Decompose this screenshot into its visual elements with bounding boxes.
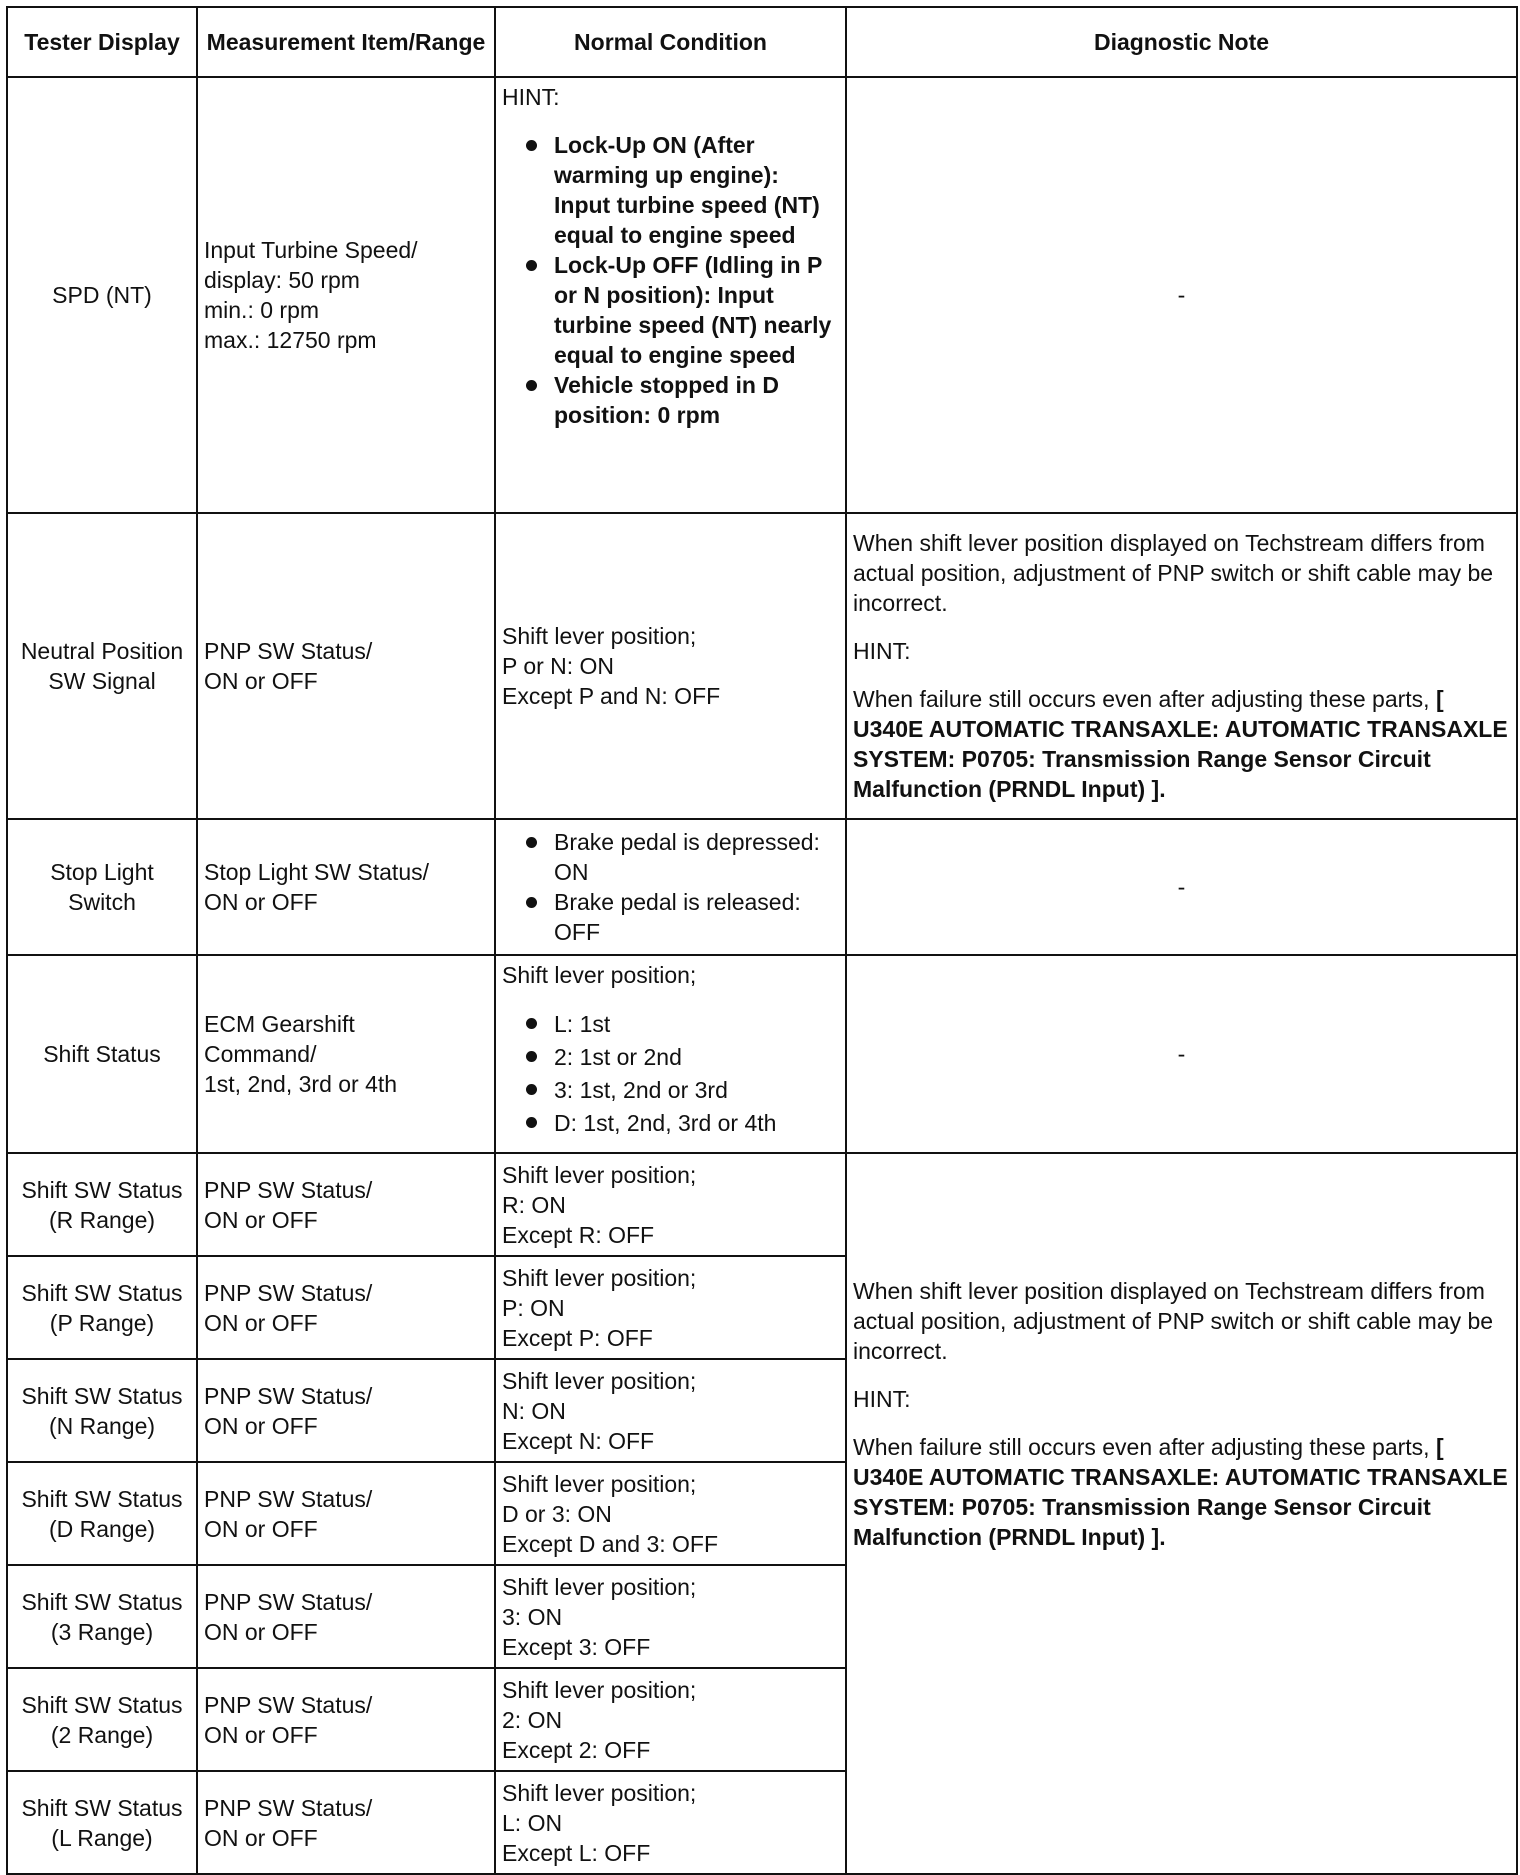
header-row <box>7 7 1517 77</box>
tester-display-cell: Stop Light Switch <box>7 819 197 955</box>
list-item: Lock-Up ON (After warming up engine): Input turbine speed (NT) equal to engine speed <box>502 130 839 250</box>
table-row <box>7 955 1517 1153</box>
diagnostic-note-cell: - <box>846 819 1517 955</box>
data-list-table <box>6 6 1518 1875</box>
measurement-cell: PNP SW Status/ ON or OFF <box>197 1668 495 1771</box>
header-measurement: Measurement Item/Range <box>197 7 495 77</box>
measurement-cell: PNP SW Status/ ON or OFF <box>197 1771 495 1874</box>
list-item: Brake pedal is released: OFF <box>502 887 839 947</box>
tester-display-cell: Shift Status <box>7 955 197 1153</box>
tester-display-cell: Shift SW Status (P Range) <box>7 1256 197 1359</box>
list-item: Lock-Up OFF (Idling in P or N position): Input turbine speed (NT) nearly equal to engine speed <box>502 250 839 370</box>
normal-condition-cell: Shift lever position; P or N: ON Except P and N: OFF <box>495 513 846 819</box>
measurement-cell: PNP SW Status/ ON or OFF <box>197 513 495 819</box>
measurement-cell: PNP SW Status/ ON or OFF <box>197 1462 495 1565</box>
normal-condition-cell: Shift lever position; P: ON Except P: OFF <box>495 1256 846 1359</box>
diagnostic-note-cell: When shift lever position displayed on Techstream differs from actual position, adjustment of PNP switch or shift cable may be incorrect. HINT: When failure still occurs even after adjusting these parts, [ U340E AUTOMATIC TRANSAXLE: AUTOMATIC TRANSAXLE SYSTEM: P0705: Transmission Range Sensor Circuit Malfunction (PRNDL Input) ]. <box>846 513 1517 819</box>
table-row <box>7 819 1517 955</box>
measurement-cell: PNP SW Status/ ON or OFF <box>197 1359 495 1462</box>
list-item: Vehicle stopped in D position: 0 rpm <box>502 370 839 430</box>
table-row <box>7 77 1517 513</box>
measurement-cell: Stop Light SW Status/ ON or OFF <box>197 819 495 955</box>
diagnostic-note-cell: - <box>846 77 1517 513</box>
normal-condition-cell: Shift lever position; 3: ON Except 3: OFF <box>495 1565 846 1668</box>
table-row <box>7 513 1517 819</box>
measurement-cell: PNP SW Status/ ON or OFF <box>197 1153 495 1256</box>
tester-display-cell: Shift SW Status (R Range) <box>7 1153 197 1256</box>
diagnostic-note-cell: - <box>846 955 1517 1153</box>
tester-display-cell: Shift SW Status (N Range) <box>7 1359 197 1462</box>
normal-condition-cell: Shift lever position; N: ON Except N: OFF <box>495 1359 846 1462</box>
list-item: D: 1st, 2nd, 3rd or 4th <box>502 1107 839 1140</box>
tester-display-cell: Neutral Position SW Signal <box>7 513 197 819</box>
tester-display-cell: Shift SW Status (L Range) <box>7 1771 197 1874</box>
condition-list <box>502 827 839 947</box>
normal-condition-cell: Shift lever position; L: 1st 2: 1st or 2nd 3: 1st, 2nd or 3rd D: 1st, 2nd, 3rd or 4th <box>495 955 846 1153</box>
header-diagnostic-note: Diagnostic Note <box>846 7 1517 77</box>
tester-display-cell: Shift SW Status (3 Range) <box>7 1565 197 1668</box>
table-row <box>7 1153 1517 1256</box>
diagnostic-note-cell: When shift lever position displayed on Techstream differs from actual position, adjustment of PNP switch or shift cable may be incorrect. HINT: When failure still occurs even after adjusting these parts, [ U340E AUTOMATIC TRANSAXLE: AUTOMATIC TRANSAXLE SYSTEM: P0705: Transmission Range Sensor Circuit Malfunction (PRNDL Input) ]. <box>846 1153 1517 1874</box>
dtc-reference-link[interactable]: [ U340E AUTOMATIC TRANSAXLE: AUTOMATIC TRANSAXLE SYSTEM: P0705: Transmission Range Sensor Circuit Malfunction (PRNDL Input) ]. <box>853 1433 1508 1550</box>
header-tester-display: Tester Display <box>7 7 197 77</box>
condition-list <box>502 1008 839 1140</box>
normal-condition-cell <box>495 819 846 955</box>
list-item: Brake pedal is depressed: ON <box>502 827 839 887</box>
normal-condition-cell <box>495 77 846 513</box>
list-item: 3: 1st, 2nd or 3rd <box>502 1074 839 1107</box>
tester-display-cell: SPD (NT) <box>7 77 197 513</box>
measurement-cell: PNP SW Status/ ON or OFF <box>197 1256 495 1359</box>
list-item: 2: 1st or 2nd <box>502 1041 839 1074</box>
tester-display-cell: Shift SW Status (2 Range) <box>7 1668 197 1771</box>
condition-list <box>502 130 839 430</box>
header-normal-condition: Normal Condition <box>495 7 846 77</box>
hint-label: HINT: <box>502 84 560 110</box>
normal-condition-cell: Shift lever position; 2: ON Except 2: OFF <box>495 1668 846 1771</box>
dtc-reference-link[interactable]: [ U340E AUTOMATIC TRANSAXLE: AUTOMATIC TRANSAXLE SYSTEM: P0705: Transmission Range Sensor Circuit Malfunction (PRNDL Input) ]. <box>853 686 1508 802</box>
measurement-cell: ECM Gearshift Command/ 1st, 2nd, 3rd or 4th <box>197 955 495 1153</box>
normal-condition-cell: Shift lever position; D or 3: ON Except D and 3: OFF <box>495 1462 846 1565</box>
normal-condition-cell: Shift lever position; R: ON Except R: OFF <box>495 1153 846 1256</box>
normal-condition-cell: Shift lever position; L: ON Except L: OFF <box>495 1771 846 1874</box>
list-item: L: 1st <box>502 1008 839 1041</box>
measurement-cell: Input Turbine Speed/ display: 50 rpm min.: 0 rpm max.: 12750 rpm <box>197 77 495 513</box>
tester-display-cell: Shift SW Status (D Range) <box>7 1462 197 1565</box>
measurement-cell: PNP SW Status/ ON or OFF <box>197 1565 495 1668</box>
